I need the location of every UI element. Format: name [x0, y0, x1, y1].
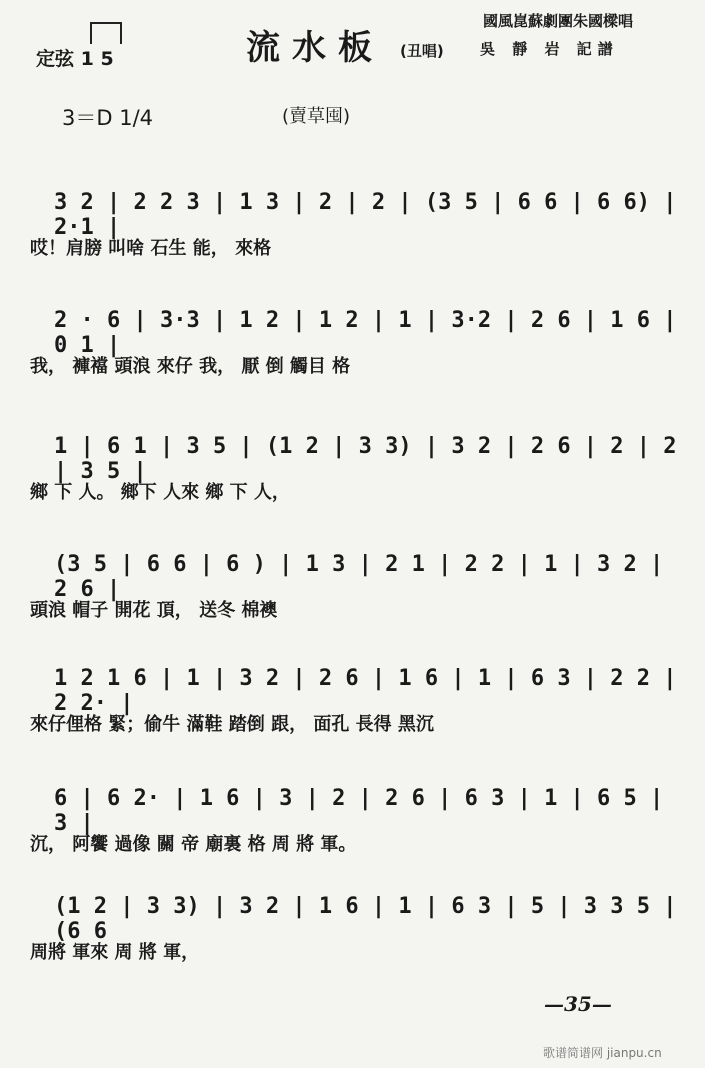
score-row-4: [0, 538, 705, 656]
notation-line: [54, 294, 684, 358]
page-number: —35—: [544, 992, 612, 1016]
tune-name: (賣草囤): [282, 106, 351, 127]
notation-text: 6 | 6 2· | 1 6 | 3 | 2 | 2 6 | 6 3 | 1 | 6 5 | 3 |: [54, 786, 664, 836]
lyrics-line: 來仔俚格 緊；偷牛 滿鞋 踏倒 跟， 面孔 長得 黑沉: [30, 714, 434, 735]
notation-line: [54, 420, 684, 484]
watermark-text: 歌谱简谱网 jianpu.cn: [543, 1046, 662, 1060]
credit-singer: 國風崑蘇劇團朱國樑唱: [483, 12, 634, 30]
page-title: [246, 20, 384, 69]
notation-line: [54, 176, 684, 240]
key-signature: 3＝D 1/4: [62, 106, 154, 130]
notation-text: 1 2 1 6 | 1 | 3 2 | 2 6 | 1 6 | 1 | 6 3 | 2 2 | 2 2· |: [54, 666, 677, 716]
lyrics-line: 周將 軍來 周 將 軍，: [30, 942, 200, 963]
score-row-7: [0, 880, 705, 998]
notation-text: (3 5 | 6 6 | 6 ) | 1 3 | 2 1 | 2 2 | 1 | 3 2 | 2 6 |: [54, 552, 664, 602]
notation-text: 3 2 | 2 2 3 | 1 3 | 2 | 2 | (3 5 | 6 6 | 6 6) | 2·1 |: [54, 190, 677, 240]
title-subtitle: (丑唱): [400, 42, 444, 60]
title-text: 流水板: [246, 28, 384, 68]
notation-text: (1 2 | 3 3) | 3 2 | 1 6 | 1 | 6 3 | 5 | 3 3 5 | (6 6: [54, 894, 677, 944]
score-row-5: [0, 652, 705, 770]
tuning-bracket: [90, 22, 122, 44]
score-row-6: [0, 772, 705, 890]
notation-text: 1 | 6 1 | 3 5 | (1 2 | 3 3) | 3 2 | 2 6 | 2 | 2 | 3 5 |: [54, 434, 677, 484]
notation-text: 2 · 6 | 3·3 | 1 2 | 1 2 | 1 | 3·2 | 2 6 | 1 6 | 0 1 |: [54, 308, 677, 358]
tuning-text: 定弦: [36, 48, 75, 70]
notation-line: [54, 880, 684, 944]
notation-line: [54, 538, 684, 602]
score-row-1: [0, 176, 705, 294]
lyrics-line: 鄉 下 人。 鄉下 人來 鄉 下 人，: [30, 482, 290, 503]
tuning-label: [36, 44, 114, 71]
notation-line: [54, 772, 684, 836]
notation-line: [54, 652, 684, 716]
tuning-value: 1 5: [80, 48, 114, 70]
score-row-3: [0, 420, 705, 538]
score-row-2: [0, 294, 705, 412]
lyrics-line: 頭浪 帽子 開花 頂， 送冬 棉襖: [30, 600, 278, 621]
lyrics-line: 我， 褲襠 頭浪 來仔 我， 厭 倒 觸目 格: [30, 356, 351, 377]
lyrics-line: 沉， 阿饗 過像 關 帝 廟裏 格 周 將 軍。: [30, 834, 357, 855]
credit-notation: 吳 靜 岩 記譜: [480, 40, 619, 58]
lyrics-line: 哎！肩膀 叫啥 石生 能， 來格: [30, 238, 272, 259]
